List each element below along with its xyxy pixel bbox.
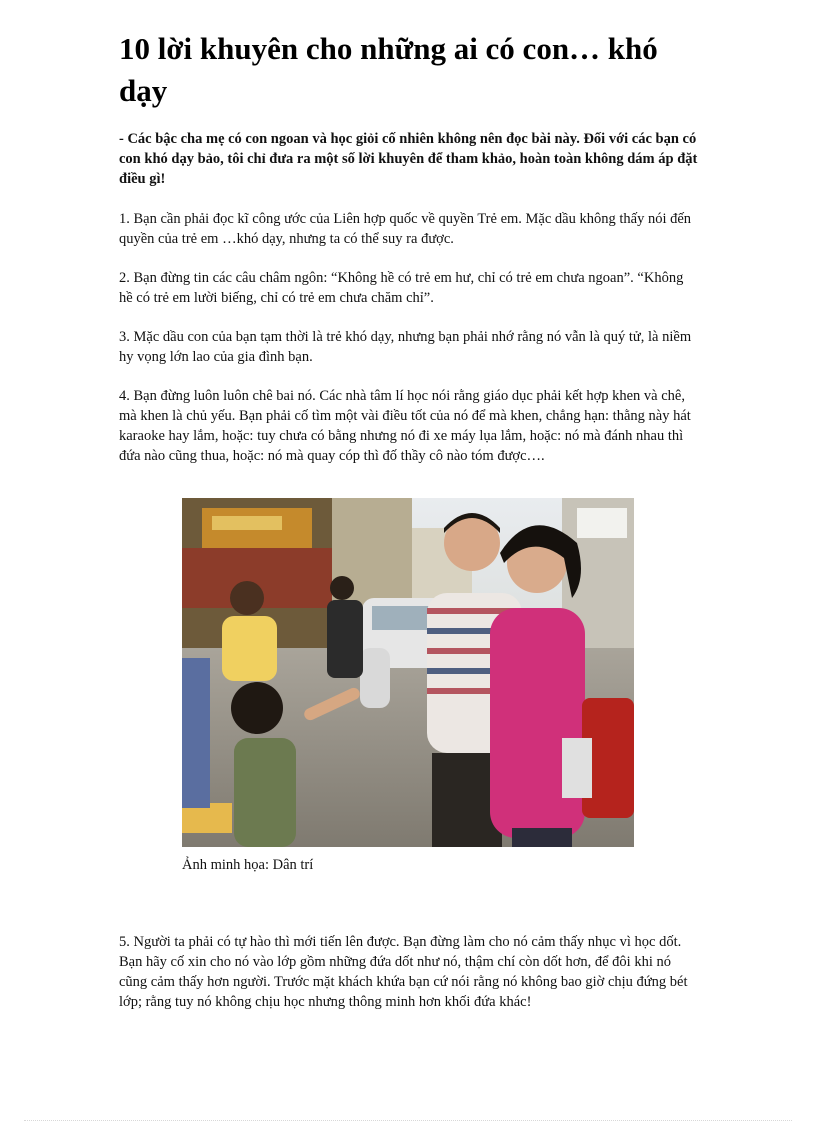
page-bottom-border (24, 1120, 792, 1121)
article-intro: - Các bậc cha mẹ có con ngoan và học giỏi cố nhiên không nên đọc bài này. Đối với các bạn có con khó dạy bảo, tôi chỉ đưa ra một số lời khuyên để tham khảo, hoàn toàn không dám áp đặt điều gì! (119, 131, 698, 187)
article (119, 28, 699, 1010)
article-figure (182, 498, 634, 875)
paragraph-4: 4. Bạn đừng luôn luôn chê bai nó. Các nhà tâm lí học nói rằng giáo dục phải kết hợp khen và chê, mà khen là chủ yếu. Bạn phải cố tìm một vài điều tốt của nó để mà khen, chẳng hạn: thằng này hát karaoke hay lắm, hoặc: tuy chưa có bằng nhưng nó đi xe máy lụa lắm, hoặc: nó mà đánh nhau thì đứa nào cũng thua, hoặc: nó mà quay cóp thì đố thầy cô nào tóm được…. (119, 388, 691, 464)
paragraph-3: 3. Mặc dầu con của bạn tạm thời là trẻ khó dạy, nhưng bạn phải nhớ rằng nó vẫn là quý tử, là niềm hy vọng lớn lao của gia đình bạn. (119, 329, 692, 365)
paragraph-5: 5. Người ta phải có tự hào thì mới tiến lên được. Bạn đừng làm cho nó cảm thấy nhục vì học dốt. Bạn hãy cố xin cho nó vào lớp gồm những đứa dốt như nó, thậm chí còn dốt hơn, để đôi khi nó cũng cảm thấy hơn người. Trước mặt khách khứa bạn cứ nói rằng nó không bao giờ chịu đứng bét lớp; rằng tuy nó không chịu học nhưng thông minh hơn khối đứa khác! (119, 933, 688, 1010)
paragraph-1: 1. Bạn cần phải đọc kĩ công ước của Liên hợp quốc về quyền Trẻ em. Mặc dầu không thấy nói đến quyền của trẻ em …khó dạy, nhưng ta có thể suy ra được. (119, 211, 692, 247)
paragraph-2: 2. Bạn đừng tin các câu châm ngôn: “Không hề có trẻ em hư, chỉ có trẻ em chưa ngoan”. “Không hề có trẻ em lười biếng, chỉ có trẻ em chưa chăm chỉ”. (119, 270, 684, 306)
street-photo (182, 498, 634, 847)
article-title: 10 lời khuyên cho những ai có con… khó dạy (119, 31, 658, 108)
figure-caption: Ảnh minh họa: Dân trí (182, 857, 314, 873)
